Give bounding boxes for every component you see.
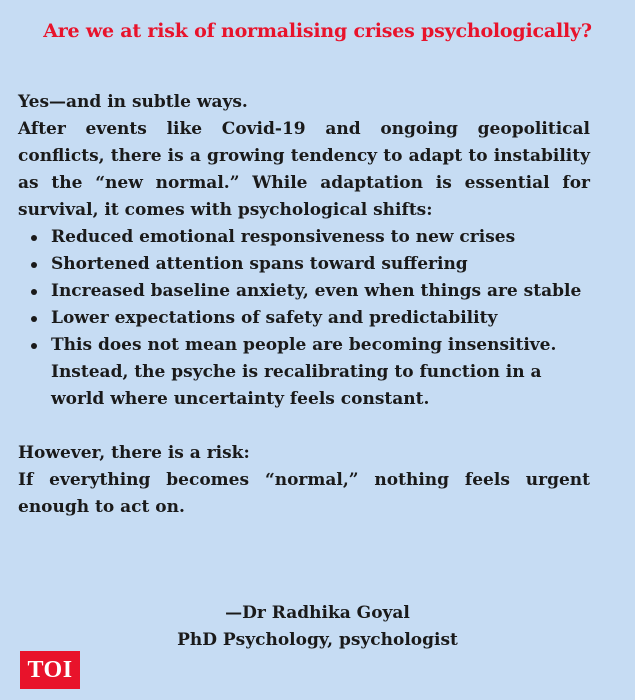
intro-paragraph: After events like Covid-19 and ongoing geopolitical conflicts, there is a growing tendency to adapt to instability as the “new normal.” While adaptation is essential for survival, it comes with psychological shifts: [18,119,590,220]
spacer [18,413,590,440]
author-name: —Dr Radhika Goyal [225,603,410,623]
intro-answer: Yes—and in subtle ways. [18,92,248,112]
risk-paragraph: If everything becomes “normal,” nothing feels urgent enough to act on. [18,470,590,517]
article-body [18,89,590,521]
shifts-list [18,224,590,413]
toi-logo: TOI [20,651,80,689]
list-item: Shortened attention spans toward suffering [51,251,590,278]
list-item: Lower expectations of safety and predictability [51,305,590,332]
risk-heading: However, there is a risk: [18,443,250,463]
list-item: This does not mean people are becoming insensitive. Instead, the psyche is recalibrating to function in a world where uncertainty feels constant. [51,332,590,413]
list-item: Increased baseline anxiety, even when things are stable [51,278,590,305]
author-credentials: PhD Psychology, psychologist [177,630,458,650]
page-title: Are we at risk of normalising crises psychologically? [43,20,592,42]
signature [0,600,635,654]
list-item: Reduced emotional responsiveness to new crises [51,224,590,251]
